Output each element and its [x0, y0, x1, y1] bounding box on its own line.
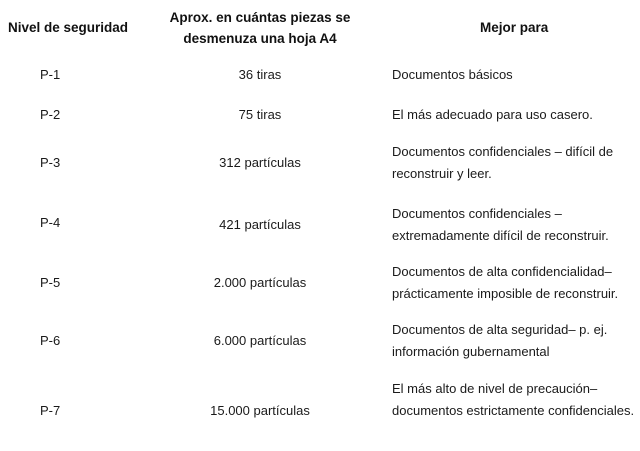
header-security-level: Nivel de seguridad [8, 20, 129, 35]
row-pieces: 421 partículas [219, 217, 301, 232]
row-best-for: Documentos confidenciales – difícil de reconstruir y leer. [392, 144, 614, 181]
row-pieces: 36 tiras [238, 67, 282, 82]
row-level: P-7 [40, 403, 61, 418]
table-header [0, 0, 640, 56]
row-best-for: El más alto de nivel de precaución– documentos estrictamente confidenciales. [392, 381, 635, 418]
header-pieces-per-sheet: Aprox. en cuántas piezas se desmenuza una hoja A4 [169, 10, 351, 46]
row-pieces: 15.000 partículas [210, 403, 310, 418]
row-level: P-6 [40, 333, 61, 348]
row-level: P-2 [40, 107, 61, 122]
header-best-for: Mejor para [480, 20, 549, 35]
row-level: P-1 [40, 67, 61, 82]
row-pieces: 312 partículas [219, 155, 301, 170]
row-pieces: 6.000 partículas [213, 333, 307, 348]
row-pieces: 2.000 partículas [213, 275, 307, 290]
row-best-for: El más adecuado para uso casero. [392, 107, 593, 122]
row-best-for: Documentos confidenciales – extremadamente difícil de reconstruir. [392, 206, 609, 243]
row-level: P-3 [40, 155, 61, 170]
row-pieces: 75 tiras [238, 107, 282, 122]
row-level: P-5 [40, 275, 61, 290]
row-best-for: Documentos básicos [392, 67, 513, 82]
row-best-for: Documentos de alta seguridad– p. ej. información gubernamental [392, 322, 608, 359]
row-level: P-4 [40, 215, 61, 230]
row-best-for: Documentos de alta confidencialidad– prácticamente imposible de reconstruir. [392, 264, 619, 301]
